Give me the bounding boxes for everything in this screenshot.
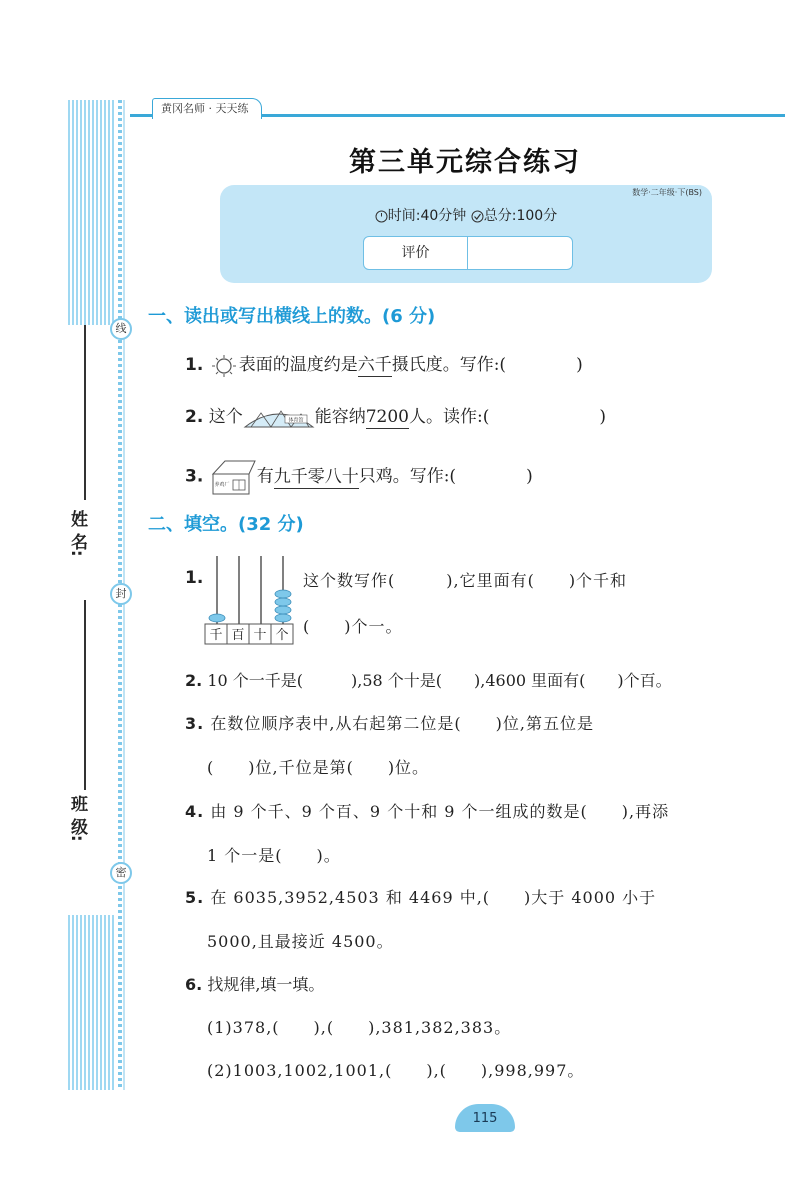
s1-q2-pre: 这个	[208, 407, 243, 427]
abacus	[203, 552, 295, 647]
s1-q3-close: )	[526, 466, 533, 487]
s2-q5-line2: 5000,且最接近 4500。	[207, 932, 394, 951]
s1-q1-close: )	[576, 355, 583, 375]
s2-q4-line2: 1 个一是( )。	[207, 846, 341, 865]
s1-q3-underlined: 九千零八十	[273, 466, 359, 487]
score-text: 总分:100分	[483, 208, 558, 224]
s2-question-6	[185, 972, 324, 995]
subject-label: 数学·二年级·下(BS)	[632, 188, 702, 197]
s2-q3-line1: 在数位顺序表中,从右起第二位是( )位,第五位是	[210, 714, 594, 733]
cut-mark-line: 线	[110, 318, 132, 340]
clock-icon	[375, 210, 388, 223]
s2-q1-line2: ( )个一。	[303, 617, 403, 636]
name-label: 姓 名:	[67, 510, 87, 557]
s2-q3-line2: ( )位,千位是第( )位。	[207, 758, 430, 777]
abacus-bead-thousands	[209, 614, 225, 622]
s2-q5-number: 5.	[185, 888, 205, 907]
s2-q1-line1: 这个数写作( ),它里面有( )个千和	[303, 571, 628, 590]
s2-q4-line1: 由 9 个千、9 个百、9 个十和 9 个一组成的数是( ),再添	[210, 802, 670, 821]
abacus-label-ones: 个	[275, 628, 289, 643]
s1-q3-number: 3.	[185, 466, 204, 487]
s1-q1-post: 摄氏度。写作:(	[391, 355, 507, 375]
chicken-farm-icon	[209, 458, 257, 496]
section-1-heading: 一、读出或写出横线上的数。(6 分)	[148, 306, 436, 327]
abacus-bead-ones	[275, 606, 291, 614]
sun-icon	[209, 354, 239, 378]
check-icon	[471, 210, 484, 223]
stadium-icon-label: 体育馆	[288, 417, 304, 423]
s2-q1-number: 1.	[185, 568, 204, 588]
s2-question-3	[185, 711, 594, 734]
s2-q6-sub2: (2)1003,1002,1001,( ),( ),998,997。	[207, 1061, 585, 1080]
s2-question-4	[185, 799, 669, 822]
time-text: 时间:40分钟	[387, 208, 467, 224]
abacus-bead-ones	[275, 598, 291, 606]
s2-q1-number-row	[185, 568, 203, 588]
abacus-bead-ones	[275, 614, 291, 622]
s2-q2-text: 10 个一千是( ),58 个十是( ),4600 里面有( )个百。	[207, 671, 672, 690]
abacus-label-tens: 十	[253, 628, 267, 643]
s1-question-2	[185, 402, 606, 431]
s1-q3-post: 只鸡。写作:(	[358, 466, 457, 487]
s1-q2-close: )	[599, 407, 606, 427]
s1-question-1	[185, 350, 583, 378]
margin-stripes	[68, 100, 114, 1090]
abacus-label-hundreds: 百	[231, 628, 245, 643]
s1-q1-underlined: 六千	[357, 355, 392, 375]
s2-q5-line1: 在 6035,3952,4503 和 4469 中,( )大于 4000 小于	[210, 888, 657, 907]
page-title: 第三单元综合练习	[349, 147, 581, 178]
s1-q2-number: 2.	[185, 407, 204, 427]
s1-q2-post1: 能容纳	[314, 407, 366, 427]
s1-q2-underlined: 7200	[365, 407, 409, 427]
info-box	[220, 185, 712, 283]
s1-q1-number: 1.	[185, 355, 204, 375]
cut-mark-seal: 封	[110, 583, 132, 605]
chicken-farm-icon-label: 养鸡厂	[214, 482, 230, 488]
s1-question-3	[185, 458, 533, 496]
s2-q6-number: 6.	[185, 975, 203, 994]
name-line	[84, 325, 86, 500]
s2-question-2	[185, 668, 672, 691]
section-2-heading: 二、填空。(32 分)	[148, 514, 304, 535]
abacus-bead-ones	[275, 590, 291, 598]
stadium-icon	[243, 405, 315, 431]
evaluation-label: 评价	[364, 237, 468, 269]
evaluation-box[interactable]	[363, 236, 573, 270]
time-score-line	[220, 205, 712, 225]
class-label: 班 级:	[67, 795, 87, 842]
page-number: 115	[455, 1104, 515, 1132]
s1-q1-pre: 表面的温度约是	[238, 355, 358, 375]
class-line	[84, 600, 86, 790]
s2-q4-number: 4.	[185, 802, 205, 821]
s2-q6-sub1: (1)378,( ),( ),381,382,383。	[207, 1018, 512, 1037]
s2-q3-number: 3.	[185, 714, 205, 733]
s1-q2-post2: 人。读作:(	[408, 407, 490, 427]
s2-question-5	[185, 885, 656, 908]
cut-mark-secret: 密	[110, 862, 132, 884]
s1-q3-pre: 有	[256, 466, 274, 487]
s2-q6-text: 找规律,填一填。	[207, 975, 325, 994]
s2-q2-number: 2.	[185, 671, 203, 690]
abacus-label-thousands: 千	[209, 628, 223, 643]
series-tab: 黄冈名师 · 天天练	[152, 98, 262, 119]
